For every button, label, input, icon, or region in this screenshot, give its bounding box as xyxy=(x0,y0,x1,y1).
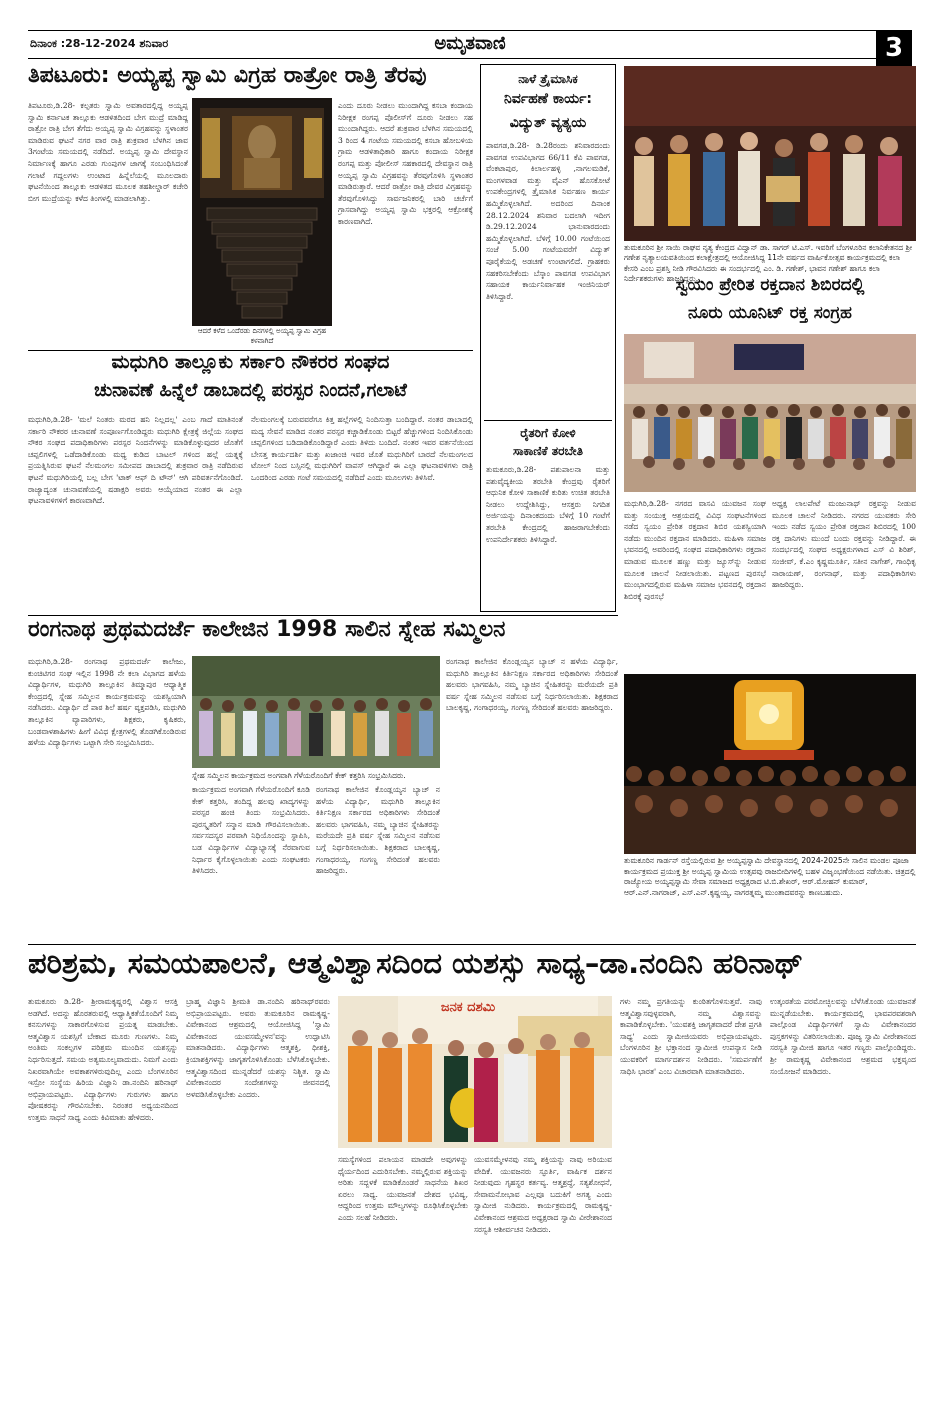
divider xyxy=(28,944,916,945)
electricity-body: ಪಾವಗಡ,ಡಿ.28- ಡಿ.28ರಂದು ಶನಿವಾರದಂದು ಪಾವಗಡ ಉಪವಿಭಾಗದ 66/11 ಕೆವಿ ಪಾವಗಡ, ವೆಂಕಟಾಪುರ, ಕಿಲಾರ್ಲಹಳ್ಳಿ ,ನಾಗಲಮಡಿಕೆ, ಮಂಗಳವಾಡ ಮತ್ತು ವೈಎನ್ ಹೊಸಕೋಟೆ ಉಪಕೇಂದ್ರಗಳಲ್ಲಿ ತ್ರೈಮಾಸಿಕ ನಿರ್ವಹಣ ಕಾರ್ಯ ಹಮ್ಮಿಕೊಳ್ಳಲಾಗಿದೆ. ಅದರಿಂದ ದಿನಾಂಕ 28.12.2024 ಶನಿವಾರ ಬದಲಾಗಿ ಇದೀಗ ಡಿ.29.12.2024 ಭಾನುವಾರದಂದು ಹಮ್ಮಿಕೊಳ್ಳಲಾಗಿದೆ. ಬೆಳಿಗ್ಗೆ 10.00 ಗಂಟೆಯಿಂದ ಸಂಜೆ 5.00 ಗಂಟೆಯವರೆಗೆ ವಿದ್ಯುತ್ ಪೂರೈಕೆಯಲ್ಲಿ ಅಡಚಣೆ ಉಂಟಾಗಲಿದೆ. ಗ್ರಾಹಕರು ಸಹಕರಿಸಬೇಕೆಂದು ಬೆಸ್ಕಾಂ ಪಾವಗಡ ಉಪವಿಭಾಗ ಸಹಾಯಕ ಕಾರ್ಯನಿರ್ವಾಹಕ ಇಂಜಿನಿಯರ್ ತಿಳಿಸಿದ್ದಾರೆ. xyxy=(486,141,610,301)
nandini-col6: ಉತ್ಕಂಠತೆಯ ಪರಮೋಚ್ಛಿಲವನ್ನು ಬೆಳೆಸಿಕೊಂಡು ಯುವಜನತೆ ಮುನ್ನಡೆಯಬೇಕು. ಕಾರ್ಯಕ್ರಮದಲ್ಲಿ ಭಾವಪರವಶರಾಗಿ ಪಾಲ್ಗೊಂಡ ವಿದ್ಯಾರ್ಥಿಗಳಿಗೆ ಸ್ವಾಮಿ ವಿವೇಕಾನಂದರ ಪುಸ್ತಕಗಳನ್ನು ವಿತರಿಸಲಾಯಿತು. ಪೂಜ್ಯ ಸ್ವಾಮಿ ವೀರೇಶಾನಂದ ಸರಸ್ವತಿ ಸ್ವಾಮೀಜಿ ಹಾಗೂ ಇತರ ಗಣ್ಯರು ಪಾಲ್ಗೊಂಡಿದ್ದರು. ಶ್ರೀ ರಾಮಕೃಷ್ಣ ವಿವೇಕಾನಂದ ಆಶ್ರಮದ ಭಕ್ತವೃಂದ ಸಂಯೋಜನೆ ಮಾಡಿದರು. xyxy=(770,997,916,1076)
story2-headline-line2: ಚುನಾವಣೆ ಹಿನ್ನೆಲೆ ಡಾಬಾದಲ್ಲಿ ಪರಸ್ಪರ ನಿಂದನೆ,ಗಲಾಟೆ xyxy=(94,381,407,401)
blood-photo xyxy=(624,334,916,492)
temple-idol-photo xyxy=(192,98,332,326)
electricity-headline-2: ವಿದ್ಯುತ್ ವ್ಯತ್ಯಯ xyxy=(509,115,587,131)
divider xyxy=(28,615,618,616)
college-body-left: ಮಧುಗಿರಿ,ಡಿ.28- ರಂಗನಾಥ ಪ್ರಥಮದರ್ಜೆ ಕಾಲೇಜು, ಕುಂಚಿಟಿಗರ ಸಂಘ ಇಲ್ಲಿನ 1998 ನೇ ಕಲಾ ವಿಭಾಗದ ಹಳೆಯ ವಿದ್ಯಾರ್ಥಿಗಳ, ಮಧುಗಿರಿ ತಾಲ್ಲೂಕಿನ ತಿಮ್ಮಾಪುರ ಆಧ್ಯಾತ್ಮಿಕ ಕೇಂದ್ರದಲ್ಲಿ ಸ್ನೇಹ ಸಮ್ಮಿಲನ ಕಾರ್ಯಕ್ರಮವನ್ನು ಯಶಸ್ವಿಯಾಗಿ ನಡೆಸಿದರು. ವಿದ್ಯಾರ್ಥಿ ದೆ ಪಾಠ ಶಿಲೆ ಹರ್ಷ ವ್ಯಕ್ತಪಡಿಸಿ, ಮಧುಗಿರಿ ತಾಲ್ಲೂಕಿನ ವ್ಯಾಪಾರಿಗಳು, ಶಿಕ್ಷಕರು, ಕೃಷಿಕರು, ಬಂಡವಾಳಶಾಹಿಗಳು ಹೀಗೆ ವಿವಿಧ ಕ್ಷೇತ್ರಗಳಲ್ಲಿ ತೊಡಗಿಕೊಂಡಿರುವ ಹಳೆಯ ವಿದ್ಯಾರ್ಥಿಗಳು ಒಟ್ಟಾಗಿ ಸೇರಿ ಸಂಭ್ರಮಿಸಿದರು. xyxy=(28,657,186,748)
dateline: ದಿನಾಂಕ :28-12-2024 ಶನಿವಾರ xyxy=(30,37,169,50)
nandini-col1: ತುಮಕೂರು ಡಿ.28- ಶ್ರೀರಾಮಕೃಷ್ಣರಲ್ಲಿ ವಿಶ್ವಾಸ ಆಸಕ್ತಿ ಅಡಗಿದೆ. ಅದನ್ನು ಹೊರತರುವಲ್ಲಿ ಆಧ್ಯಾತ್ಮಿಕತೆಯೊಂದಿಗೆ ನಿಮ್ಮ ಕನಸುಗಳನ್ನು ಸಾಕಾರಗೊಳಿಸುವ ಪ್ರಯತ್ನ ಮಾಡಬೇಕು. ಆತ್ಮವಿಶ್ವಾಸ ಯಶಸ್ಸಿಗೆ ಬೇಕಾದ ಮೂರು ಗುಣಗಳು. ನಿಮ್ಮ ಅಂತಿಮ ಸಂಕಲ್ಪಗಳ ಪರಿಶ್ರಮ ಮುಂದಿನ ಯಶಸ್ಸನ್ನು ನಿರ್ಧರಿಸುತ್ತದೆ. ಸಮಯ ಅತ್ಯಮೂಲ್ಯವಾದುದು. ನಿಮಗೆ ಎಂದು ನಿಖರವಾಗಿಯೇ ಅವಕಾಶಗಳಿರುವುದಿಲ್ಲ ಎಂದು ಬೆಂಗಳೂರಿನ ಇಸ್ರೋ ಸಂಸ್ಥೆಯ ಹಿರಿಯ ವಿಜ್ಞಾನಿ ಡಾ.ನಂದಿನಿ ಹರಿನಾಥ್ ಅಭಿಪ್ರಾಯಪಟ್ಟರು. ವಿದ್ಯಾರ್ಥಿಗಳು ಗುರುಗಳು ಹಾಗೂ ಪೋಷಕರನ್ನು ಗೌರವಿಸಬೇಕು. ನಿರಂತರ ಅಧ್ಯಯನದಿಂದ ಉತ್ತಮ ಸಾಧನೆ ಸಾಧ್ಯ ಎಂದು ಕಿವಿಮಾತು ಹೇಳಿದರು. xyxy=(28,997,178,1122)
procession-night-photo xyxy=(624,674,916,854)
poultry-body: ತುಮಕೂರು,ಡಿ.28- ಪಶುಪಾಲನಾ ಮತ್ತು ಪಶುವೈದ್ಯಕೀಯ ತರಬೇತಿ ಕೇಂದ್ರವು ರೈತರಿಗೆ ಆಧುನಿಕ ಕೋಳಿ ಸಾಕಾಣಿಕೆ ಕುರಿತು ಉಚಿತ ತರಬೇತಿ ನೀಡಲು ಉದ್ದೇಶಿಸಿದ್ದು, ಆಸಕ್ತರು ನಿಗದಿತ ಅರ್ಜಿಯನ್ನು ದಿನಾಂಕದಂದು ಬೆಳಿಗ್ಗೆ 10 ಗಂಟೆಗೆ ತರಬೇತಿ ಕೇಂದ್ರದಲ್ಲಿ ಹಾಜರಾಗಬೇಕೆಂದು ಉಪನಿರ್ದೇಶಕರು ತಿಳಿಸಿದ್ದಾರೆ. xyxy=(486,465,610,544)
nandini-col4: ಯುವಸಮ್ಮೇಳನವು ನಮ್ಮ ಶಕ್ತಿಯನ್ನು ನಾವು ಅರಿಯುವ ವೇದಿಕೆ. ಯುವಜನರು ಸ್ಫೂರ್ತಿ, ವಾರ್ಷಿಕ ದರ್ಶನ ನೀಡುವುದು ಗೃಹಸ್ಥರ ಕರ್ತವ್ಯ. ಆತ್ಮಶ್ರದ್ಧೆ, ಸತ್ಯಶೋಧನೆ, ಸೇವಾಮನೋಭಾವ ಎಲ್ಲವೂ ಬದುಕಿಗೆ ಅಗತ್ಯ ಎಂದು ಸ್ವಾಮೀಜಿ ನುಡಿದರು. ಕಾರ್ಯಕ್ರಮದಲ್ಲಿ ರಾಮಕೃಷ್ಣ-ವಿವೇಕಾನಂದ ಆಶ್ರಮದ ಅಧ್ಯಕ್ಷರಾದ ಸ್ವಾಮಿ ವೀರೇಶಾನಂದ ಸರಸ್ವತಿ ಆಶೀರ್ವಚನ ನೀಡಿದರು. xyxy=(474,1155,612,1234)
college-body-right-b: ರಂಗನಾಥ ಕಾಲೇಜಿನ ಕೊಂಡ್ಲಯ್ಯನ ಬ್ಯಾಚ್ ನ ಹಳೆಯ ವಿದ್ಯಾರ್ಥಿ, ಮಧುಗಿರಿ ತಾಲ್ಲೂಕಿನ ಕಿರ್ತಿನಿಕ್ಷಣ ಸರ್ಕಾರದ ಅಧಿಕಾರಿಗಳು ಸೇರಿದಂತೆ ಹಲವರು ಭಾಗವಹಿಸಿ, ನಮ್ಮ ಬ್ಯಾಚಿನ ಸ್ನೇಹಿತರನ್ನು ಮರೆಯದೇ ಪ್ರತಿ ವರ್ಷ ಸ್ನೇಹ ಸಮ್ಮಿಲನ ನಡೆಸುವ ಬಗ್ಗೆ ನಿರ್ಧರಿಸಲಾಯಿತು. ಶಿಕ್ಷಕರಾದ ಬಾಲಕೃಷ್ಣ, ಗಂಗಾಧರಯ್ಯ, ಗಂಗಣ್ಣ ಸೇರಿದಂತೆ ಹಲವರು ಹಾಜರಿದ್ದರು. xyxy=(446,657,618,713)
story1-headline: ತಿಪಟೂರು: ಅಯ್ಯಪ್ಪ ಸ್ವಾಮಿ ವಿಗ್ರಹ ರಾತ್ರೋ ರಾತ್ರಿ ತೆರವು xyxy=(28,64,427,88)
blood-donation-group-photo xyxy=(624,334,916,492)
header-top-rule xyxy=(28,30,885,31)
electricity-kicker: ನಾಳೆ ತ್ರೈಮಾಸಿಕ xyxy=(518,72,578,86)
story1-body-left: ತಿಪಟೂರು,ಡಿ.28- ಕಲ್ಪತರು ಸ್ವಾಮಿ ಅವತಾರದಲ್ಲಿದ್ದ ಅಯ್ಯಪ್ಪ ಸ್ವಾಮಿ ಕರ್ನಾಟಕ ತಾಲ್ಲೂಕು ಆಡಳಿತದಿಂದ ಬೇಗ ಮುದ್ರೆ ಮಾಡಿದ್ದ ರಾತ್ರೋ ರಾತ್ರಿ ಬೇಗ ತೆಗೆದು ಅಯ್ಯಪ್ಪ ಸ್ವಾಮಿ ವಿಗ್ರಹವನ್ನು ಸ್ಥಳಾಂತರ ಮಾಡಿರುವ ಘಟನೆ ನಗರ ವಾರ ರಾತ್ರಿ ಶುಕ್ರವಾರ ಬೆಳಗಿನ ಜಾವ 3ಗಂಟೆಯ ಸಮಯದಲ್ಲಿ ನಡೆದಿದೆ. ಅಯ್ಯಪ್ಪ ಸ್ವಾಮಿ ದೇವಸ್ಥಾನ ನಿರ್ಮಾಣಕ್ಕೆ ಹಾಗೂ ಎರಡು ಗುಂಪುಗಳ ಜಾಗಕ್ಕೆ ಸಂಬಂಧಿಸಿದಂತೆ ಗಲಾಟೆ ಗದ್ದಲಗಳು ಉಂಟಾದ ಹಿನ್ನೆಲೆಯಲ್ಲಿ ಮೂಲದಾರು ಘಟನೆಯಿಂದ ತಾಲ್ಲೂಕು ಆಡಳಿತದ ಮೂಲಕ ತಹಶೀಲ್ದಾರ್ ಕಚೇರಿ ಬೀಗ ಮುದ್ರೆಯನ್ನು ಕಳೆದ ತಿಂಗಳಲ್ಲಿ ಮಾಡಲಾಗಿತ್ತು. xyxy=(28,101,188,203)
award-ceremony-photo xyxy=(624,66,916,241)
blood-body-right: ಅಧ್ಯಕ್ಷ ಲಾಲಪೇಟೆ ಮಂಜುನಾಥ್ ರಕ್ತವನ್ನು ನೀಡುವ ಮೂಲಕ ಚಾಲನೆ ನೀಡಿದರು. ನಗರದ ಯುವಕರು ಸೇರಿ ಇಂದು ನಡೆದ ಸ್ವಯಂ ಪ್ರೇರಿತ ರಕ್ತದಾನ ಶಿಬಿರದಲ್ಲಿ 100 ರಕ್ತ ದಾನಿಗಳು ಮುಂದೆ ಬಂದು ರಕ್ತವನ್ನು ನೀಡಿದ್ದಾರೆ. ಈ ಸಂದರ್ಭದಲ್ಲಿ ಸಂಘದ ಅಧ್ಯಕ್ಷರುಗಳಾದ ಎಸ್ ವಿ ಶಿರಿಶ್, ಸಂಜೀವ್, ಕೆ.ಎಂ ಕೃಷ್ಣಮೂರ್ತಿ, ಸತೀನ ನಾಗೇಶ್, ಗಾಂಧಿಕೃ ನಾರಾಯಣ್, ರಂಗನಾಥ್, ಮತ್ತು ಪದಾಧಿಕಾರಿಗಳು ಹಾಜರಿದ್ದರು. xyxy=(772,499,916,590)
header-bottom-rule xyxy=(28,58,885,59)
blood-headline-2: ನೂರು ಯೂನಿಟ್ ರಕ್ತ ಸಂಗ್ರಹ xyxy=(688,304,852,323)
college-photo-caption: ಸ್ನೇಹ ಸಮ್ಮಿಲನ ಕಾರ್ಯಕ್ರಮದ ಅಂಗವಾಗಿ ಗೆಳೆಯರೊಂದಿಗೆ ಕೇಕ್ ಕತ್ತರಿಸಿ ಸಂಭ್ರಮಿಸಿದರು. xyxy=(192,771,406,780)
award-photo xyxy=(624,66,916,241)
divider xyxy=(28,350,473,351)
procession-caption: ತುಮಕೂರಿನ ಗಾರ್ಡನ್ ರಸ್ತೆಯಲ್ಲಿರುವ ಶ್ರೀ ಅಯ್ಯಪ್ಪಸ್ವಾಮಿ ದೇವಸ್ಥಾನದಲ್ಲಿ 2024-2025ನೇ ಸಾಲಿನ ಮಂಡಲ ಪೂಜಾ ಕಾರ್ಯಕ್ರಮದ ಪ್ರಯುಕ್ತ ಶ್ರೀ ಅಯ್ಯಪ್ಪ ಸ್ವಾಮಿಯ ಉತ್ಸವವು ರಾಜಬೀದಿಗಳಲ್ಲಿ ಬಹಳ ವಿಜೃಂಭಣೆಯಿಂದ ನಡೆಯಿತು. ಚಿತ್ರದಲ್ಲಿ ರಾಜ್ಯೋಯ ಅಯ್ಯಪ್ಪಸ್ವಾಮಿ ಸೇವಾ ಸಮಾಜದ ಅಧ್ಯಕ್ಷರಾದ ಟಿ.ಬಿ.ಶೇಖರ್, ಆರ್.ಮೋಹನ್ ಕುಮಾರ್, ಆರ್.ಎನ್.ನಾಗರಾಜ್, ಎಸ್.ಎನ್.ಕೃಷ್ಣಯ್ಯ, ನಾಗರತ್ನಮ್ಮ ಮುಂತಾದವರನ್ನು ಕಾಣಬಹುದು. xyxy=(624,856,916,897)
college-body-right-a: ರಂಗನಾಥ ಕಾಲೇಜಿನ ಕೊಂಡ್ಲಯ್ಯನ ಬ್ಯಾಚ್ ನ ಹಳೆಯ ವಿದ್ಯಾರ್ಥಿ, ಮಧುಗಿರಿ ತಾಲ್ಲೂಕಿನ ಕಿರ್ತಿನಿಕ್ಷಣ ಸರ್ಕಾರದ ಅಧಿಕಾರಿಗಳು ಸೇರಿದಂತೆ ಹಲವರು ಭಾಗವಹಿಸಿ, ನಮ್ಮ ಬ್ಯಾಚಿನ ಸ್ನೇಹಿತರನ್ನು ಮರೆಯದೇ ಪ್ರತಿ ವರ್ಷ ಸ್ನೇಹ ಸಮ್ಮಿಲನ ನಡೆಸುವ ಬಗ್ಗೆ ನಿರ್ಧರಿಸಲಾಯಿತು. ಶಿಕ್ಷಕರಾದ ಬಾಲಕೃಷ್ಣ, ಗಂಗಾಧರಯ್ಯ, ಗಂಗಣ್ಣ ಸೇರಿದಂತೆ ಹಲವರು ಹಾಜರಿದ್ದರು. xyxy=(316,785,440,876)
blood-body-left: ಮಧುಗಿರಿ,ಡಿ.28- ನಗರದ ವಾಸವಿ ಯುವಜನ ಸಂಘ ಮತ್ತು ಸಂಯುಕ್ತ ಆಶ್ರಯದಲ್ಲಿ ವಿವಿಧ ಸಂಘಟನೆಗಳಿಂದ ನಡೆದ ಸ್ವಯಂ ಪ್ರೇರಿತ ರಕ್ತದಾನ ಶಿಬಿರ ಯಶಸ್ವಿಯಾಗಿ ನಡೆದು ಮುಂದಿನ ರಕ್ತದಾನ ಮಾಡಿದರು. ಮಹಿಳಾ ಸಮಾಜ ಭವನದಲ್ಲಿ ಅವರಿಂದಲ್ಲಿ ಸಂಘದ ಪದಾಧಿಕಾರಿಗಳು ರಕ್ತದಾನ ಮಾಡುವ ಮೂಲಕ ಹಣ್ಣು ಮತ್ತು ಜ್ಯೂಸ್‌ನ್ನು ನೀಡುವ ಮೂಲಕ ಚಾಲನೆ ನೀಡಲಾಯಿತು. ಪಟ್ಟಣದ ಪುರಸಭೆ ಮುಂಭಾಗದಲ್ಲಿರುವ ಮಹಿಳಾ ಸಮಾಜ ಭವನದಲ್ಲಿ ರಕ್ತದಾನ ಶಿಬಿರಕ್ಕೆ ಪುರಸಭೆ xyxy=(624,499,766,601)
electricity-headline-1: ನಿರ್ವಹಣೆ ಕಾರ್ಯ: xyxy=(504,91,592,107)
divider xyxy=(484,420,612,421)
story2-headline-line1: ಮಧುಗಿರಿ ತಾಲ್ಲೂಕು ಸರ್ಕಾರಿ ನೌಕರರ ಸಂಘದ xyxy=(111,352,390,373)
blood-headline-1: ಸ್ವಯಂ ಪ್ರೇರಿತ ರಕ್ತದಾನ ಶಿಬಿರದಲ್ಲಿ xyxy=(675,276,865,295)
nandini-col2: ಬ್ರಾಹ್ಮ ವಿಜ್ಞಾನಿ ಶ್ರೀಮತಿ ಡಾ.ನಂದಿನಿ ಹರಿನಾಥ್‌ರವರು ಅಭಿಪ್ರಾಯಪಟ್ಟರು. ಅವರು ತುಮಕೂರಿನ ರಾಮಕೃಷ್ಣ-ವಿವೇಕಾನಂದ ಆಶ್ರಮದಲ್ಲಿ ಆಯೋಜಿಸಿದ್ದ 'ಸ್ವಾಮಿ ವಿವೇಕಾನಂದ ಯುವಸಮ್ಮೇಳನ'ವನ್ನು ಉದ್ಘಾಟಿಸಿ ಮಾತನಾಡಿದರು. ವಿದ್ಯಾರ್ಥಿಗಳು ಆತ್ಮಶಕ್ತಿ, ಧೀಶಕ್ತಿ, ಕ್ರಿಯಾಶಕ್ತಿಗಳನ್ನು ಜಾಗೃತಗೊಳಿಸಿಕೊಂಡು ಬೆಳೆಸಿಕೊಳ್ಳಬೇಕು. ಆತ್ಮವಿಶ್ವಾಸದಿಂದ ಮುನ್ನಡೆದರೆ ಯಶಸ್ಸು ನಿಶ್ಚಿತ. ಸ್ವಾಮಿ ವಿವೇಕಾನಂದರ ಸಂದೇಶಗಳನ್ನು ಜೀವನದಲ್ಲಿ ಅಳವಡಿಸಿಕೊಳ್ಳಬೇಕು ಎಂದರು. xyxy=(186,997,330,1099)
college-headline: ರಂಗನಾಥ ಪ್ರಥಮದರ್ಜೆ ಕಾಲೇಜಿನ 1998 ಸಾಲಿನ ಸ್ನೇಹ ಸಮ್ಮಿಲನ xyxy=(28,618,506,642)
story1-photo-caption: ಆದರೆ ಕಳೆದ ಒಂದೆರಡು ದಿನಗಳಲ್ಲಿ ಅಯ್ಯಪ್ಪ ಸ್ವಾಮಿ ವಿಗ್ರಹ ಕಳವಾಗಿದೆ xyxy=(197,327,327,345)
poultry-headline-1: ರೈತರಿಗೆ ಕೋಳಿ xyxy=(520,426,576,440)
procession-photo xyxy=(624,674,916,854)
nandini-headline: ಪರಿಶ್ರಮ, ಸಮಯಪಾಲನೆ, ಆತ್ಮವಿಶ್ವಾಸದಿಂದ ಯಶಸ್ಸು ಸಾಧ್ಯ–ಡಾ.ನಂದಿನಿ ಹರಿನಾಥ್ xyxy=(28,948,803,980)
nandini-col3: ಸಮಸ್ಯೆಗಳಿಂದ ಪಲಾಯನ ಮಾಡದೇ ಅವುಗಳನ್ನು ಧೈರ್ಯದಿಂದ ಎದುರಿಸಬೇಕು. ನಮ್ಮಲ್ಲಿರುವ ಶಕ್ತಿಯನ್ನು ಅರಿತು ಸದ್ಬಳಕೆ ಮಾಡಿಕೊಂಡರೆ ಸಾಧನೆಯ ಶಿಖರ ಏರಲು ಸಾಧ್ಯ. ಯುವಜನತೆ ದೇಶದ ಭವಿಷ್ಯ, ಆದ್ದರಿಂದ ಉತ್ತಮ ಮೌಲ್ಯಗಳನ್ನು ರೂಢಿಸಿಕೊಳ್ಳಬೇಕು ಎಂದು ಸಲಹೆ ನೀಡಿದರು. xyxy=(338,1155,468,1222)
poultry-headline-2: ಸಾಕಾಣಿಕೆ ತರಬೇತಿ xyxy=(513,444,583,458)
story1-photo xyxy=(192,98,332,326)
award-caption: ತುಮಕೂರಿನ ಶ್ರೀ ಸಾಯಿ ರಾಘವ ನೃತ್ಯ ಕೇಂದ್ರದ ವಿದ್ವಾನ್ ಡಾ. ಸಾಗರ್ ಟಿ.ಎಸ್. ಇವರಿಗೆ ಬೆಂಗಳೂರಿನ ಕಲಾನಿಕೇತನದ ಶ್ರೀ ಗಣೇಶ ನೃತ್ಯಾಲಯವತಿಯಿಂದ ಕಲಾಕ್ಷೇತ್ರದಲ್ಲಿ ಆಯೋಜಿಸಿದ್ದ 11ನೇ ವರ್ಷದ ವಾರ್ಷಿಕೋತ್ಸವ ಕಾರ್ಯಕ್ರಮದಲ್ಲಿ ಕಲಾ ಕೇಸರಿ ಎಂಬ ಪ್ರಶಸ್ತಿ ನೀಡಿ ಗೌರವಿಸಿದರು ಈ ಸಂದರ್ಭದಲ್ಲಿ ಎಂ. ಡಿ. ಗಣೇಶ್, ಭಾವನ ಗಣೇಶ್ ಹಾಗೂ ಕಲಾ ನಿರ್ದೇಶಕರುಗಳು ಹಾಜರಿದ್ದರು. xyxy=(624,243,913,284)
story1-body-right: ಎಂದು ದೂರು ನೀಡಲು ಮುಂದಾಗಿದ್ದ ಕಸಬಾ ಕಂದಾಯ ನಿರೀಕ್ಷಕ ರಂಗಪ್ಪ ಪೊಲೀಸ್‌ಗೆ ದೂರು ನೀಡಲು ಸಹ ಮುಂದಾಗಿದ್ದರು. ಆದರೆ ಶುಕ್ರವಾರ ಬೆಳಗಿನ ಸಮಯದಲ್ಲಿ 3 ರಿಂದ 4 ಗಂಟೆಯ ಸಮಯದಲ್ಲಿ ಕಸಬಾ ಹೋಬಳಿಯ ಗ್ರಾಮ ಆಡಳಿತಾಧಿಕಾರಿ ಹಾಗೂ ಕಂದಾಯ ನಿರೀಕ್ಷಕ ರಂಗಪ್ಪ ಮತ್ತು ಪೋಲೀಸ್ ಸಹಕಾರದಲ್ಲಿ ದೇವಸ್ಥಾನ ರಾತ್ರಿ ಅಯ್ಯಪ್ಪ ಸ್ವಾಮಿ ವಿಗ್ರಹವನ್ನು ತೆರವುಗೊಳಿಸಿ ಸ್ಥಳಾಂತರ ಮಾಡಿರುತ್ತಾರೆ. ಆದರೆ ರಾತ್ರೋ ರಾತ್ರಿ ದೇವರ ವಿಗ್ರಹವನ್ನು ತೆರವುಗೊಳಿಸಿದ್ದು ಸಾರ್ವಜನಿಕರಲ್ಲಿ ಬಾರಿ ಚರ್ಚೆಗೆ ಗ್ರಾಸವಾಗಿದ್ದು ಅಯ್ಯಪ್ಪ ಸ್ವಾಮಿ ಭಕ್ತರಲ್ಲಿ ಆಕ್ರೋಶಕ್ಕೆ ಕಾರಣವಾಗಿದೆ. xyxy=(338,101,473,226)
paper-name: ಅಮೃತವಾಣಿ xyxy=(434,33,506,54)
story2-body-left: ಮಧುಗಿರಿ,ಡಿ.28- 'ಮಲೆ ನಿಂತರು ಮರದ ಹನಿ ನಿಲ್ಲದಲ್ಲ' ಎಂಬ ಗಾದೆ ಮಾತಿನಂತೆ ಸರ್ಕಾರಿ ನೌಕರರ ಚುನಾವಣೆ ಸಂಪೂರ್ಣಗೊಂಡಿದ್ದರು ಮಧುಗಿರಿ ಕ್ಷೇತ್ರಕ್ಕೆ ಜಿಲ್ಲೆಯ ಸಂಘದ ನೌಕರ ಸಂಘದ ಪದಾಧಿಕಾರಿಗಳು ಪರಸ್ಪರ ನಿಂದನೆಗಳನ್ನು ಮಾಡಿಕೊಳ್ಳುವುದರ ಜೊತೆಗೆ ಚಪ್ಪಲಿಗಳಲ್ಲಿ ಒಡೆದಾಡಿಕೊಂಡು ಮಧ್ಯ ಕುಡಿದ ಬಾಟಲ್ ಗಳಿಂದ ಹಲ್ಲೆ ಯತ್ನಕ್ಕೆ ಪ್ರಯತ್ನಿಸಿರುವ ಘಟನೆ ನೆಲಮಂಗಲ ಸಮೀಪದ ಡಾಬಾದಲ್ಲಿ ಶುಕ್ರವಾರ ರಾತ್ರಿ ನಡೆದಿರುವ ಘಟನೆ ಮಧುಗಿರಿಯಲ್ಲಿ ಬಲ್ಲ ಬೇಗ 'ಟಾಕ್ ಆಫ್ ದಿ ಟೌನ್' ಆಗಿ ಪರಿವರ್ತನೆಗೊಂಡಿದೆ. ರಾಜ್ಯಾದ್ಯಂತ ಚುನಾವಣೆಯಲ್ಲಿ ಷಡಾಕ್ಷರಿ ಅವರು ಆಯ್ಕೆಯಾದ ನಂತರ ಈ ಎಲ್ಲಾ ಘಟನಾವಳಿಗಳಿಗೆ ಕಾರಣವಾಗಿದೆ. xyxy=(28,415,243,506)
page-number: 3 xyxy=(876,30,912,66)
nandini-col5: ಗಳು ನಮ್ಮ ಪ್ರಗತಿಯನ್ನು ಕುಂಠಿತಗೊಳಿಸುತ್ತವೆ. ನಾವು ಆತ್ಮವಿಶ್ವಾಸವುಳ್ಳವರಾಗಿ, ನಮ್ಮ ವಿಶ್ವಾಸವನ್ನು ಕಾಪಾಡಿಕೊಳ್ಳಬೇಕು. 'ಯುವಶಕ್ತಿ ಜಾಗೃತವಾದರೆ ದೇಶ ಪ್ರಗತಿ ಸಾಧ್ಯ' ಎಂದು ಸ್ವಾಮೀಜಿಯವರು ಅಭಿಪ್ರಾಯಪಟ್ಟರು. ಬೆಂಗಳೂರಿನ ಶ್ರೀ ಭಕ್ತಾನಂದ ಸ್ವಾಮೀಜಿ ಉಪನ್ಯಾಸ ನೀಡಿ ಯುವಕರಿಗೆ ಮಾರ್ಗದರ್ಶನ ನೀಡಿದರು. 'ಸಮರ್ಪಣೆಗೆ ಸಾಧಿಸಿ ಭಾರತ' ಎಂಬ ವಿಚಾರವಾಗಿ ಮಾತನಾಡಿದರು. xyxy=(620,997,762,1076)
nandini-banner-text: ಜನಕ ದಶಮಿ xyxy=(440,1000,496,1015)
story2-body-right: ನೆಲಮಂಗಲಕ್ಕೆ ಬರುವವರೆಗೂ ಕಿತ್ತ ಹಲ್ಲೆಗಳಲ್ಲಿ ನಿಂದಿಸುತ್ತಾ ಬಂದಿದ್ದಾರೆ. ನಂತರ ಡಾಬಾದಲ್ಲಿ ಮದ್ಯ ಸೇವನೆ ಮಾಡಿದ ನಂತರ ಪರಸ್ಪರ ಕಚ್ಚಾಡಿಕೊಂಡು ಬಿಟ್ಟರೆ ಹೆಚ್ಚುಗಳಿಂದ ನಿಂದಿಸಿಕೊಂಡು ಚಪ್ಪಲಿಗಳಿಂದ ಬಡಿದಾಡಿಕೊಂಡಿದ್ದಾರೆ ಎಂದು ತಿಳಿದು ಬಂದಿದೆ. ನಂತರ ಇವರ ವರ್ತನೆಯಿಂದ ಬೇಸತ್ತ ಕಾರ್ಯದರ್ಶಿ ಮತ್ತು ಖಜಾಂಚಿ ಇವರ ಜೊತೆ ಮಧುಗಿರಿಗೆ ಬಾರದೆ ನೆಲಮಂಗಲದ ಟೋಲ್ ನಿಂದ ಬಸ್ಸಿನಲ್ಲಿ ಮಧುಗಿರಿಗೆ ವಾಪಸ್ ಆಗಿದ್ದಾರೆ ಈ ಎಲ್ಲಾ ಘಟನಾವಳಿಗಳು ರಾತ್ರಿ ಒಂದರಿಂದ ಎರಡು ಗಂಟೆ ಸಮಯದಲ್ಲಿ ನಡೆದಿದೆ ಎಂದು ಮೂಲಗಳು ತಿಳಿಸಿವೆ. xyxy=(251,415,473,482)
college-body-mid: ಕಾರ್ಯಕ್ರಮದ ಅಂಗವಾಗಿ ಗೆಳೆಯರೊಂದಿಗೆ ಕೂಡಿ ಕೇಕ್ ಕತ್ತರಿಸಿ, ತಂದಿದ್ದ ಹಲವು ಖಾದ್ಯಗಳನ್ನು ಪರಸ್ಪರ ಹಂಚಿ ತಿಂದು ಸಂಭ್ರಮಿಸಿದರು. ಪುರಸ್ಕೃತರಿಗೆ ಸನ್ಮಾನ ಮಾಡಿ ಗೌರವಿಸಲಾಯಿತು. ಸರ್ವಸದಸ್ಯರ ಪರವಾಗಿ ನಿಧಿಯೊಂದನ್ನು ಸ್ಥಾಪಿಸಿ, ಬಡ ವಿದ್ಯಾರ್ಥಿಗಳ ವಿದ್ಯಾಭ್ಯಾಸಕ್ಕೆ ನೆರವಾಗುವ ನಿರ್ಧಾರ ಕೈಗೊಳ್ಳಲಾಯಿತು ಎಂದು ಸಂಘಟಕರು ತಿಳಿಸಿದರು. xyxy=(192,785,310,876)
college-photo xyxy=(192,656,440,768)
reunion-group-photo xyxy=(192,656,440,768)
nandini-photo xyxy=(338,996,612,1148)
